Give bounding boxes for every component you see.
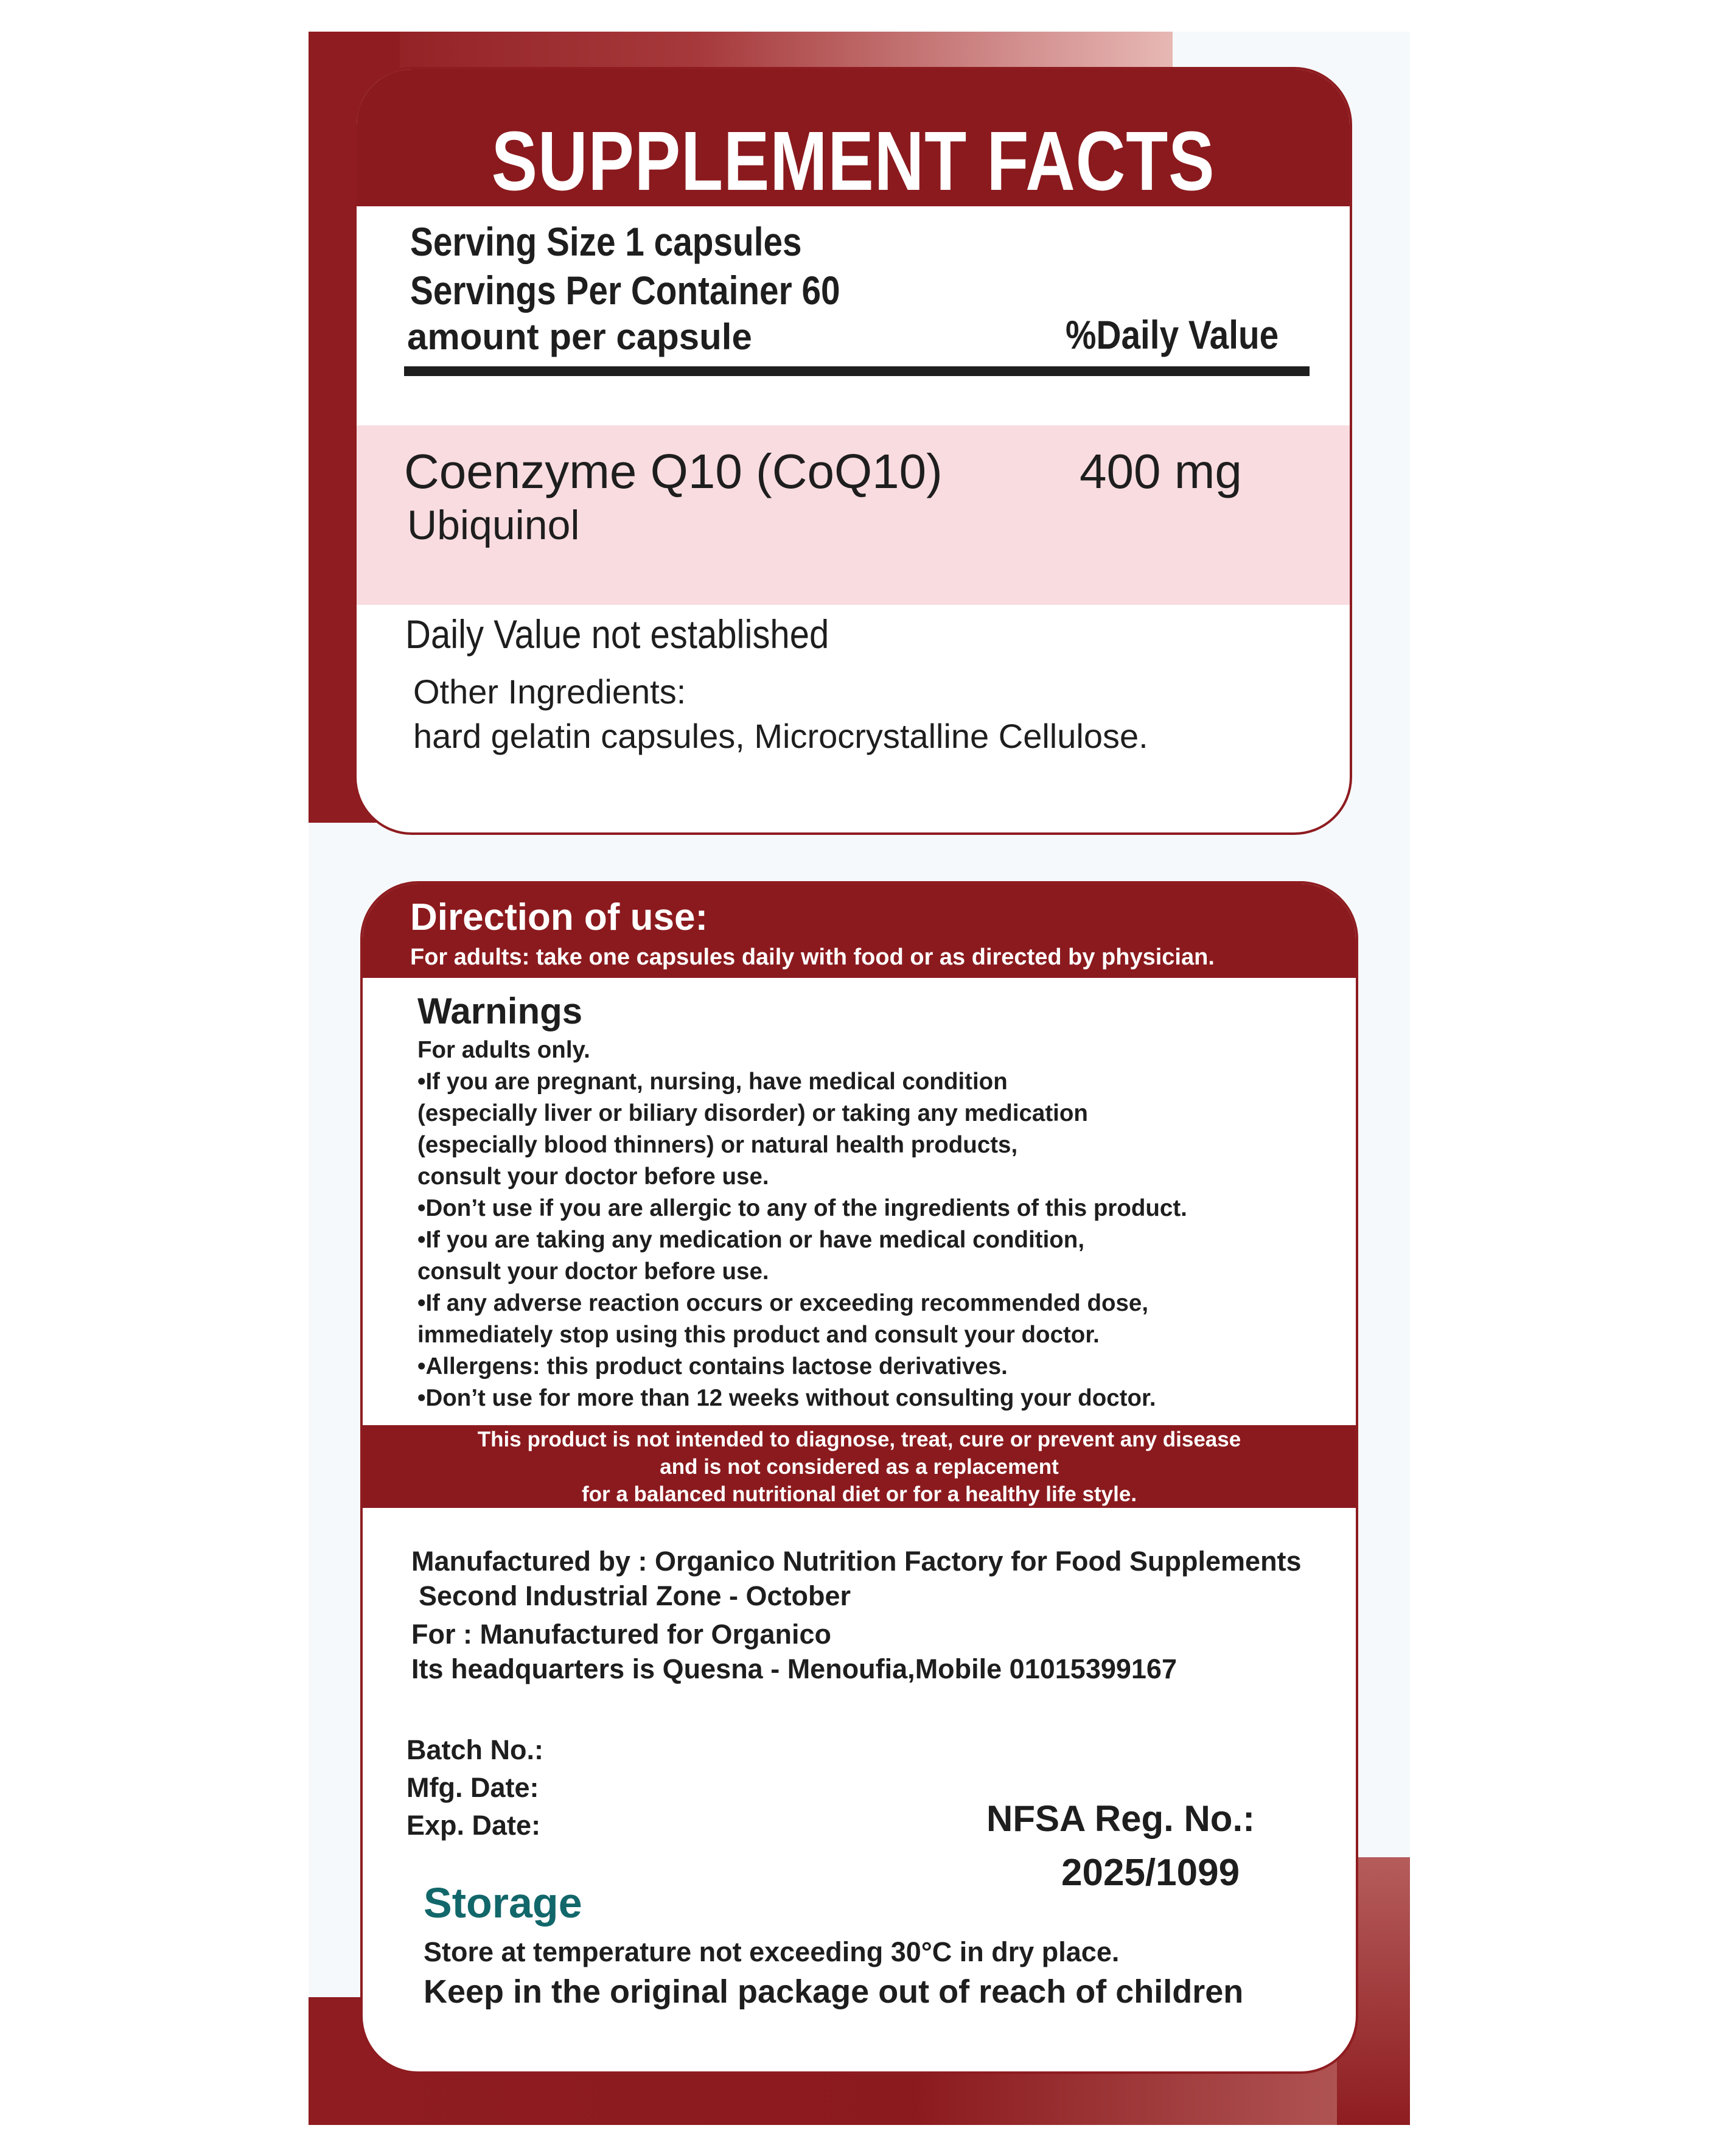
warning-line: •Don’t use if you are allergic to any of the ingredients of this product. [417,1195,1187,1221]
directions-panel [360,881,1358,2074]
warning-line: (especially blood thinners) or natural health products, [417,1132,1018,1158]
warning-line: •If you are taking any medication or have medical condition, [417,1227,1085,1253]
warning-line: •Allergens: this product contains lactose derivatives. [417,1353,1008,1380]
mfg-date: Mfg. Date: [406,1772,539,1803]
ingredient-form: Ubiquinol [407,502,580,548]
warning-line: •Don’t use for more than 12 weeks without consulting your doctor. [417,1385,1156,1411]
batch-number: Batch No.: [406,1734,543,1765]
storage-title: Storage [424,1879,582,1927]
header-divider [404,366,1310,376]
other-ingredients-text: hard gelatin capsules, Microcrystalline Cellulose. [413,717,1148,755]
warning-line: •If any adverse reaction occurs or exceeding recommended dose, [417,1290,1149,1316]
supplement-facts-panel [354,67,1352,835]
ingredient-amount: 400 mg [1080,444,1242,498]
warning-line: consult your doctor before use. [417,1163,769,1190]
manufacturer-line: For : Manufactured for Organico [411,1619,832,1650]
warning-line: For adults only. [417,1037,590,1063]
warnings-title: Warnings [417,991,583,1031]
other-ingredients-label: Other Ingredients: [413,672,686,711]
warning-line: consult your doctor before use. [417,1258,769,1285]
serving-size: Serving Size 1 capsules [410,219,802,264]
facts-title: SUPPLEMENT FACTS [491,114,1215,208]
exp-date: Exp. Date: [406,1810,541,1841]
facts-header [357,69,1350,206]
ingredient-row [357,425,1350,605]
daily-value-header: %Daily Value [1066,312,1279,357]
warning-line: (especially liver or biliary disorder) or taking any medication [417,1100,1088,1126]
warnings-list [417,1034,1187,1414]
directions-title: Direction of use: [410,896,708,938]
manufacturer-line: Its headquarters is Quesna - Menoufia,Mobile 01015399167 [411,1653,1177,1684]
disclaimer-line: This product is not intended to diagnose, treat, cure or prevent any disease [477,1428,1241,1451]
ingredient-name: Coenzyme Q10 (CoQ10) [404,444,943,498]
warning-line: •If you are pregnant, nursing, have medical condition [417,1069,1008,1095]
storage-warning: Keep in the original package out of reach of children [424,1973,1244,2010]
directions-text: For adults: take one capsules daily with food or as directed by physician. [410,944,1215,970]
daily-value-note: Daily Value not established [405,612,829,657]
registration-number: 2025/1099 [1061,1852,1240,1894]
warning-line: immediately stop using this product and consult your doctor. [417,1322,1100,1348]
registration-label: NFSA Reg. No.: [986,1798,1255,1839]
disclaimer-band [363,1425,1356,1508]
directions-header [363,884,1356,978]
manufacturer-line: Manufactured by : Organico Nutrition Factory for Food Supplements [411,1546,1302,1577]
servings-per-container: Servings Per Container 60 [410,268,840,313]
storage-instruction: Store at temperature not exceeding 30°C in dry place. [424,1936,1120,1967]
amount-per-capsule: amount per capsule [407,316,752,357]
manufacturer-line: Second Industrial Zone - October [419,1580,851,1611]
disclaimer-line: for a balanced nutritional diet or for a healthy life style. [581,1482,1137,1506]
disclaimer-line: and is not considered as a replacement [660,1455,1059,1479]
